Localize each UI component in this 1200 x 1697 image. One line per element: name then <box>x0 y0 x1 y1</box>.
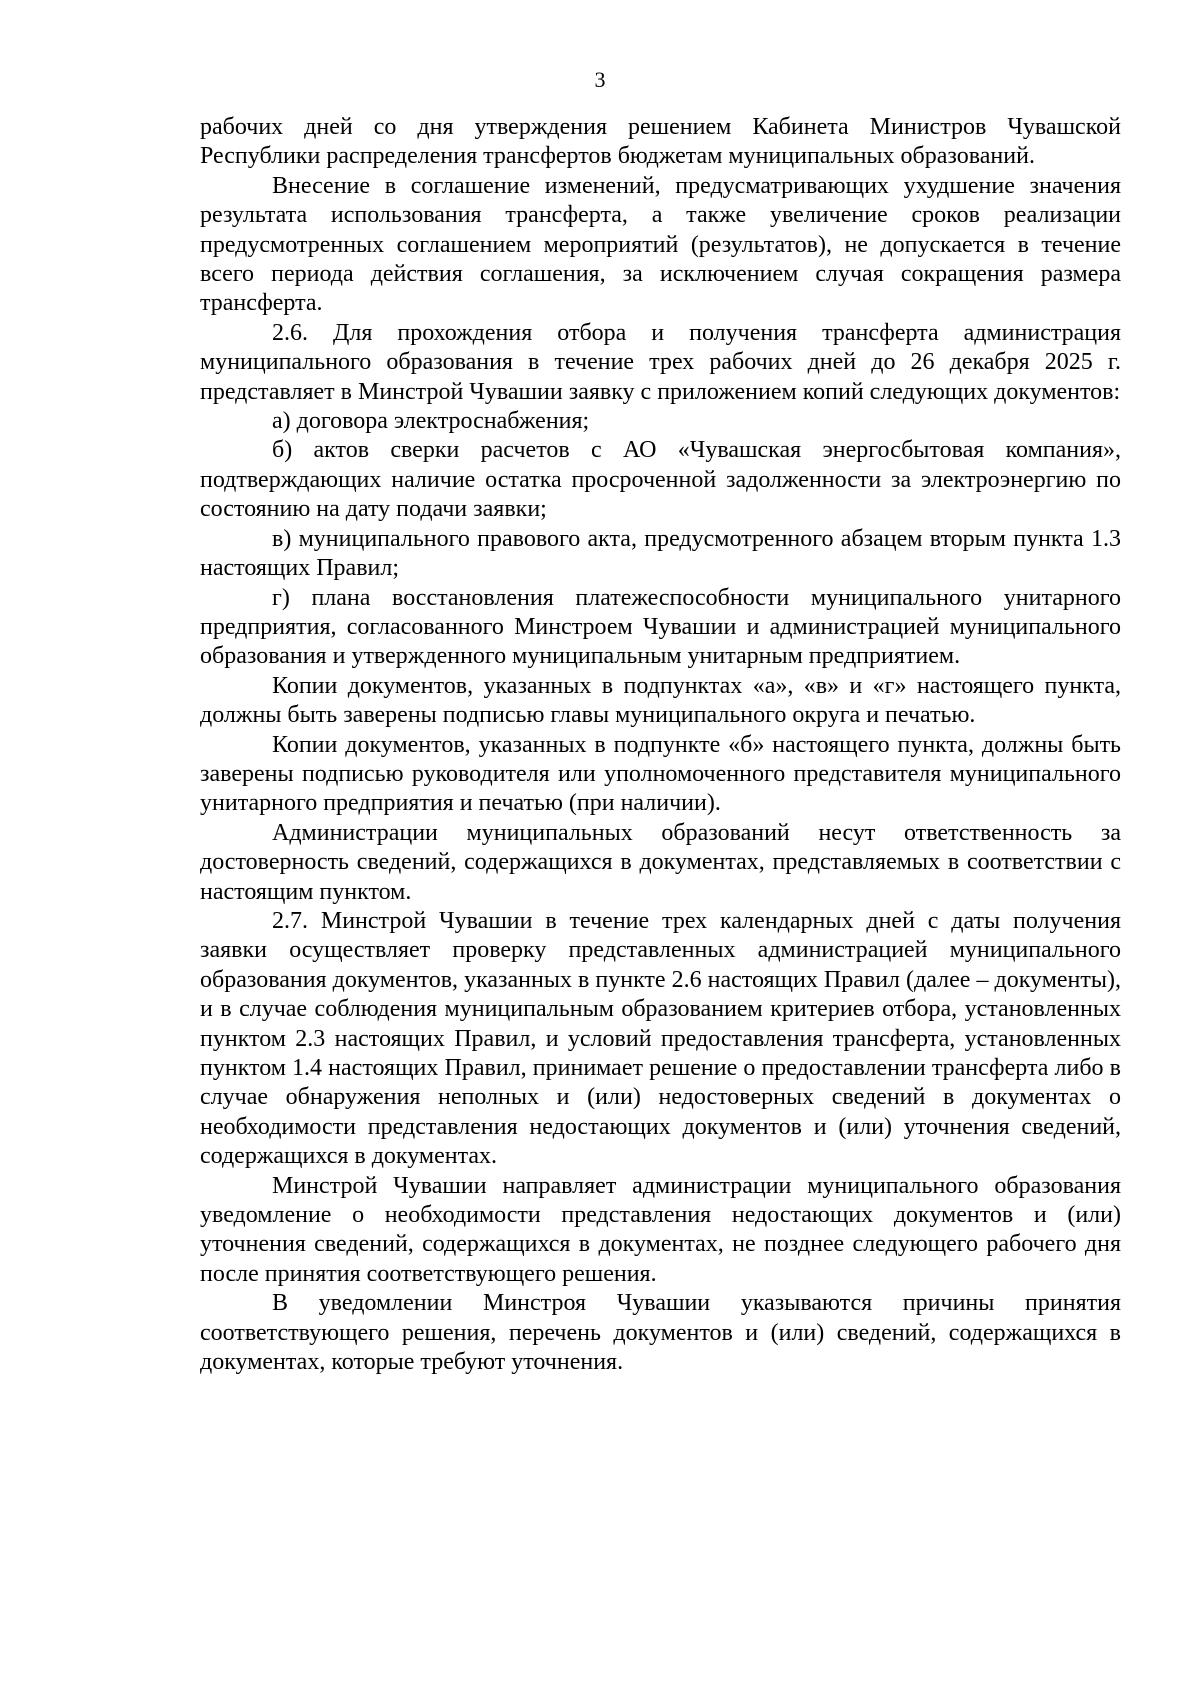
paragraph-responsibility: Администрации муниципальных образований несут ответственность за достоверность сведений, содержащихся в документах, представляемых в соответствии с настоящим пунктом. <box>200 819 1121 905</box>
paragraph-subclause-a: а) договора электроснабжения; <box>272 408 590 435</box>
paragraph-clause-2-7: 2.7. Минстрой Чувашии в течение трех календарных дней с даты получения заявки осуществляет проверку представленных администрацией муниципального образования документов, указанных в пункте 2.6 настоящих Правил (далее – документы), и в случае соблюдения муниципальным образованием критериев отбора, установленных пунктом 2.3 настоящих Правил, и условий предоставления трансферта, установленных пунктом 1.4 настоящих Правил, принимает решение о предоставлении трансферта либо в случае обнаружения неполных и (или) недостоверных сведений в документах о необходимости представления недостающих документов и (или) уточнения сведений, содержащихся в документах. <box>200 907 1121 1170</box>
paragraph-notification-content: В уведомлении Минстроя Чувашии указываются причины принятия соответствующего решения, перечень документов и (или) сведений, содержащихся в документах, которые требуют уточнения. <box>200 1290 1121 1376</box>
page-number: 3 <box>594 67 606 92</box>
paragraph-copies-b: Копии документов, указанных в подпункте «б» настоящего пункта, должны быть заверены подписью руководителя или уполномоченного представителя муниципального унитарного предприятия и печатью (при наличии). <box>200 731 1121 817</box>
paragraph-agreement-changes: Внесение в соглашение изменений, предусматривающих ухудшение значения результата использования трансферта, а также увеличение сроков реализации предусмотренных соглашением мероприятий (результатов), не допускается в течение всего периода действия соглашения, за исключением случая сокращения размера трансферта. <box>200 172 1121 317</box>
paragraph-copies-a-v-g: Копии документов, указанных в подпунктах «а», «в» и «г» настоящего пункта, должны быть заверены подписью главы муниципального округа и печатью. <box>200 672 1121 729</box>
paragraph-notification: Минстрой Чувашии направляет администрации муниципального образования уведомление о необходимости представления недостающих документов и (или) уточнения сведений, содержащихся в документах, не позднее следующего рабочего дня после принятия соответствующего решения. <box>200 1172 1121 1287</box>
paragraph-continuation: рабочих дней со дня утверждения решением Кабинета Министров Чувашской Республики распределения трансфертов бюджетам муниципальных образований. <box>200 114 1121 170</box>
paragraph-subclause-b: б) актов сверки расчетов с АО «Чувашская энергосбытовая компания», подтверждающих наличие остатка просроченной задолженности за электроэнергию по состоянию на дату подачи заявки; <box>200 437 1121 523</box>
paragraph-subclause-g: г) плана восстановления платежеспособности муниципального унитарного предприятия, согласованного Минстроем Чувашии и администрацией муниципального образования и утвержденного муниципальным унитарным предприятием. <box>200 584 1121 670</box>
document-body <box>200 113 1121 1377</box>
paragraph-subclause-v: в) муниципального правового акта, предусмотренного абзацем вторым пункта 1.3 настоящих Правил; <box>200 525 1121 582</box>
paragraph-clause-2-6: 2.6. Для прохождения отбора и получения трансферта администрация муниципального образования в течение трех рабочих дней до 26 декабря 2025 г. представляет в Минстрой Чувашии заявку с приложением копий следующих документов: <box>200 319 1121 405</box>
